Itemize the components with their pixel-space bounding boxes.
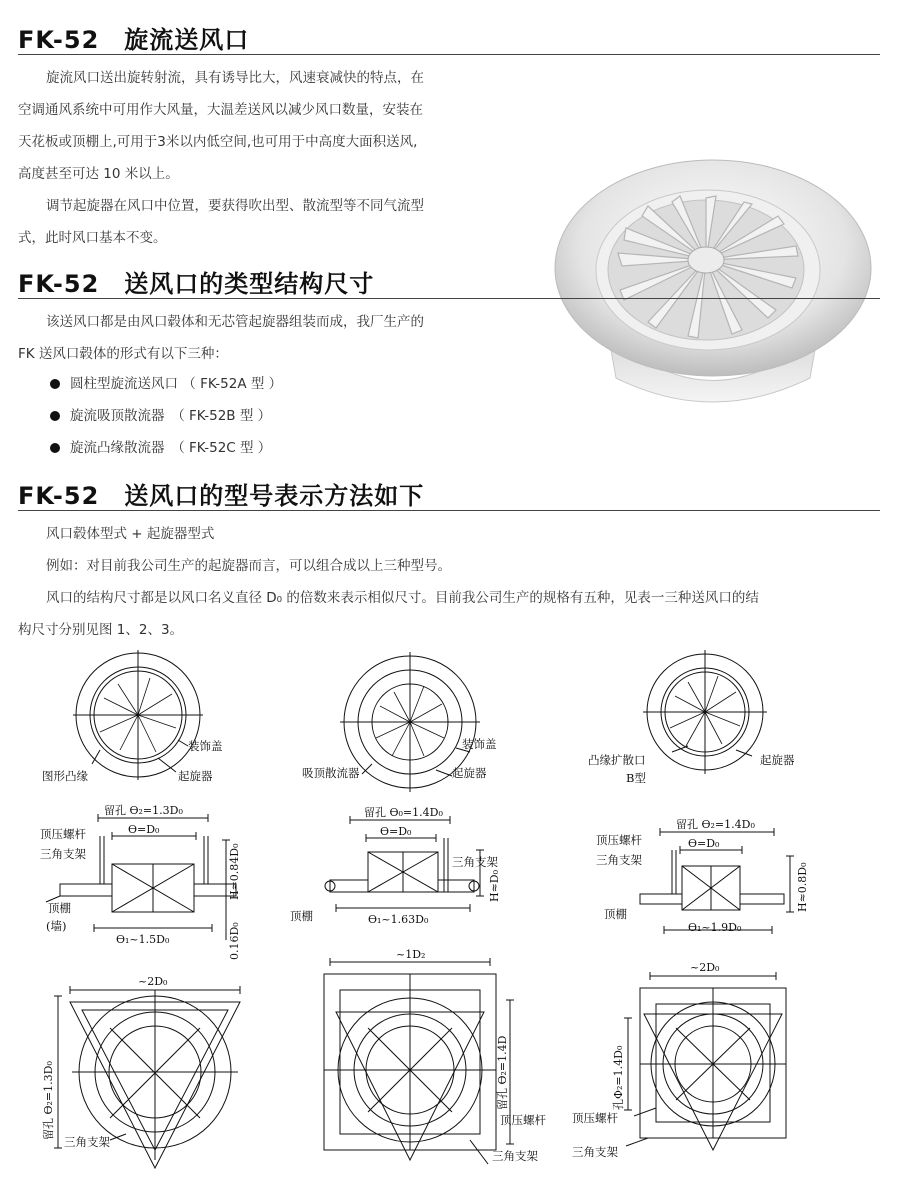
diffuser-photo (548, 158, 878, 420)
intro-line: 天花板或顶棚上,可用于3米以内低空间,也可用于中高度大面积送风, (18, 134, 418, 150)
intro-paragraph (18, 62, 518, 190)
fig-c-outer-dim: ϴ₁~1.9D₀ (688, 921, 742, 934)
fig-a-wall-label: (墙) (46, 919, 67, 933)
fig-a-body-label: 图形凸缘 (42, 769, 88, 783)
list-item-text: 旋流吸顶散流器 （ FK-52B 型 ） (70, 408, 272, 424)
technical-drawings (0, 640, 900, 1181)
fig-c-body-label: 凸缘扩散口 (588, 753, 646, 767)
intro-line: 空调通风系统中可用作大风量，大温差送风以减少风口数量，安装在 (18, 102, 423, 118)
fig-b-body-label: 吸顶散流器 (302, 766, 360, 780)
fig-b-ceiling-label: 顶棚 (290, 909, 313, 923)
section-title-3: FK-52 送风口的型号表示方法如下 (18, 482, 425, 510)
fig-c-bracket-label: 三角支架 (596, 853, 642, 867)
fig-c-inner-dim: ϴ=D₀ (688, 837, 720, 850)
model-line: 风口的结构尺寸都是以风口名义直径 D₀ 的倍数来表示相似尺寸。目前我公司生产的规格有五种，见表一三种送风口的结 (46, 590, 759, 606)
fig-a-gap-dim: 0.16D₀ (228, 922, 241, 960)
fig-c-bracket2-label: 三角支架 (572, 1145, 618, 1159)
type-list (50, 368, 282, 464)
figure-c-top-view (643, 650, 767, 774)
intro-line: 旋流风口送出旋转射流，具有诱导比大，风速衰减快的特点，在 (46, 70, 424, 86)
section-title-2: FK-52 送风口的类型结构尺寸 (18, 270, 375, 298)
fig-b-swirler-label: 起旋器 (452, 766, 487, 780)
list-item-text: 旋流凸缘散流器 （ FK-52C 型 ） (70, 440, 272, 456)
list-item (50, 400, 282, 432)
types-paragraph (18, 306, 528, 370)
fig-b-rod-label: 顶压螺杆 (500, 1113, 546, 1127)
fig-a-bracket-label: 三角支架 (40, 847, 86, 861)
bullet-icon (50, 443, 60, 453)
fig-a-hole-dim: 留孔 ϴ₂=1.3D₀ (104, 804, 183, 817)
fig-b-bracket2-label: 三角支架 (492, 1149, 538, 1163)
fig-a-height-dim: H≈0.84D₀ (228, 843, 241, 900)
types-line: FK 送风口毂体的形式有以下三种： (18, 346, 228, 362)
fig-c-type-label: B型 (626, 771, 646, 785)
figure-c-bracket-plan (624, 972, 786, 1150)
types-line: 该送风口都是由风口毂体和无芯管起旋器组装而成，我厂生产的 (46, 314, 424, 330)
title-rule-3 (18, 510, 880, 511)
fig-c-rod2-label: 顶压螺杆 (572, 1111, 618, 1125)
fig-a-swirler-label: 起旋器 (178, 769, 213, 783)
fig-b-inner-dim: ϴ=D₀ (380, 825, 412, 838)
fig-c-hole-dim: 留孔 ϴ₂=1.4D₀ (676, 818, 755, 831)
fig-b-hole-v-dim: 留孔 ϴ₂=1.4D (496, 1035, 509, 1110)
fig-a-cover-label: 装饰盖 (188, 739, 223, 753)
adjust-line: 式，此时风口基本不变。 (18, 230, 167, 246)
list-item-text: 圆柱型旋流送风口 （ FK-52A 型 ） (70, 376, 283, 392)
bullet-icon (50, 411, 60, 421)
fig-a-bracket2-label: 三角支架 (64, 1135, 110, 1149)
fig-b-height-dim: H≈D₀ (488, 869, 501, 902)
fig-c-rod-label: 顶压螺杆 (596, 833, 642, 847)
fig-c-width-dim: ~2D₀ (690, 961, 720, 974)
intro-line: 高度甚至可达 10 米以上。 (18, 166, 179, 182)
fig-a-inner-dim: ϴ=D₀ (128, 823, 160, 836)
figure-a-top-view (73, 650, 203, 780)
adjust-line: 调节起旋器在风口中位置，要获得吹出型、散流型等不同气流型 (46, 198, 424, 214)
title-rule-1 (18, 54, 880, 55)
fig-c-height-dim: H≈0.8D₀ (796, 862, 809, 912)
fig-c-hole-v-dim: 孔Φ₂=1.4D₀ (612, 1045, 625, 1110)
bullet-icon (50, 379, 60, 389)
model-line: 例如：对目前我公司生产的起旋器而言，可以组合成以上三种型号。 (46, 558, 451, 574)
fig-a-outer-dim: ϴ₁~1.5D₀ (116, 933, 170, 946)
list-item (50, 368, 282, 400)
model-line: 风口毂体型式 + 起旋器型式 (46, 526, 215, 542)
fig-b-outer-dim: ϴ₁~1.63D₀ (368, 913, 429, 926)
fig-b-cover-label: 装饰盖 (462, 737, 497, 751)
section-title-1: FK-52 旋流送风口 (18, 26, 250, 54)
adjust-paragraph (18, 190, 518, 254)
fig-c-ceiling-label: 顶棚 (604, 907, 627, 921)
list-item (50, 432, 282, 464)
model-paragraph (18, 518, 882, 646)
title-rule-2 (18, 298, 880, 299)
figure-b-bracket-plan (324, 958, 514, 1164)
fig-b-hole-dim: 留孔 ϴ₀=1.4D₀ (364, 806, 443, 819)
fig-a-rod-label: 顶压螺杆 (40, 827, 86, 841)
fig-b-bracket-label: 三角支架 (452, 855, 498, 869)
fig-a-hole-v-dim: 留孔 ϴ₂=1.3D₀ (42, 1061, 55, 1140)
fig-a-ceiling-label: 顶棚 (48, 901, 71, 915)
fig-a-width-dim: ~2D₀ (138, 975, 168, 988)
model-line: 构尺寸分别见图 1、2、3。 (18, 622, 184, 638)
fig-b-width-dim: ~1D₂ (396, 948, 426, 961)
fig-c-swirler-label: 起旋器 (760, 753, 795, 767)
